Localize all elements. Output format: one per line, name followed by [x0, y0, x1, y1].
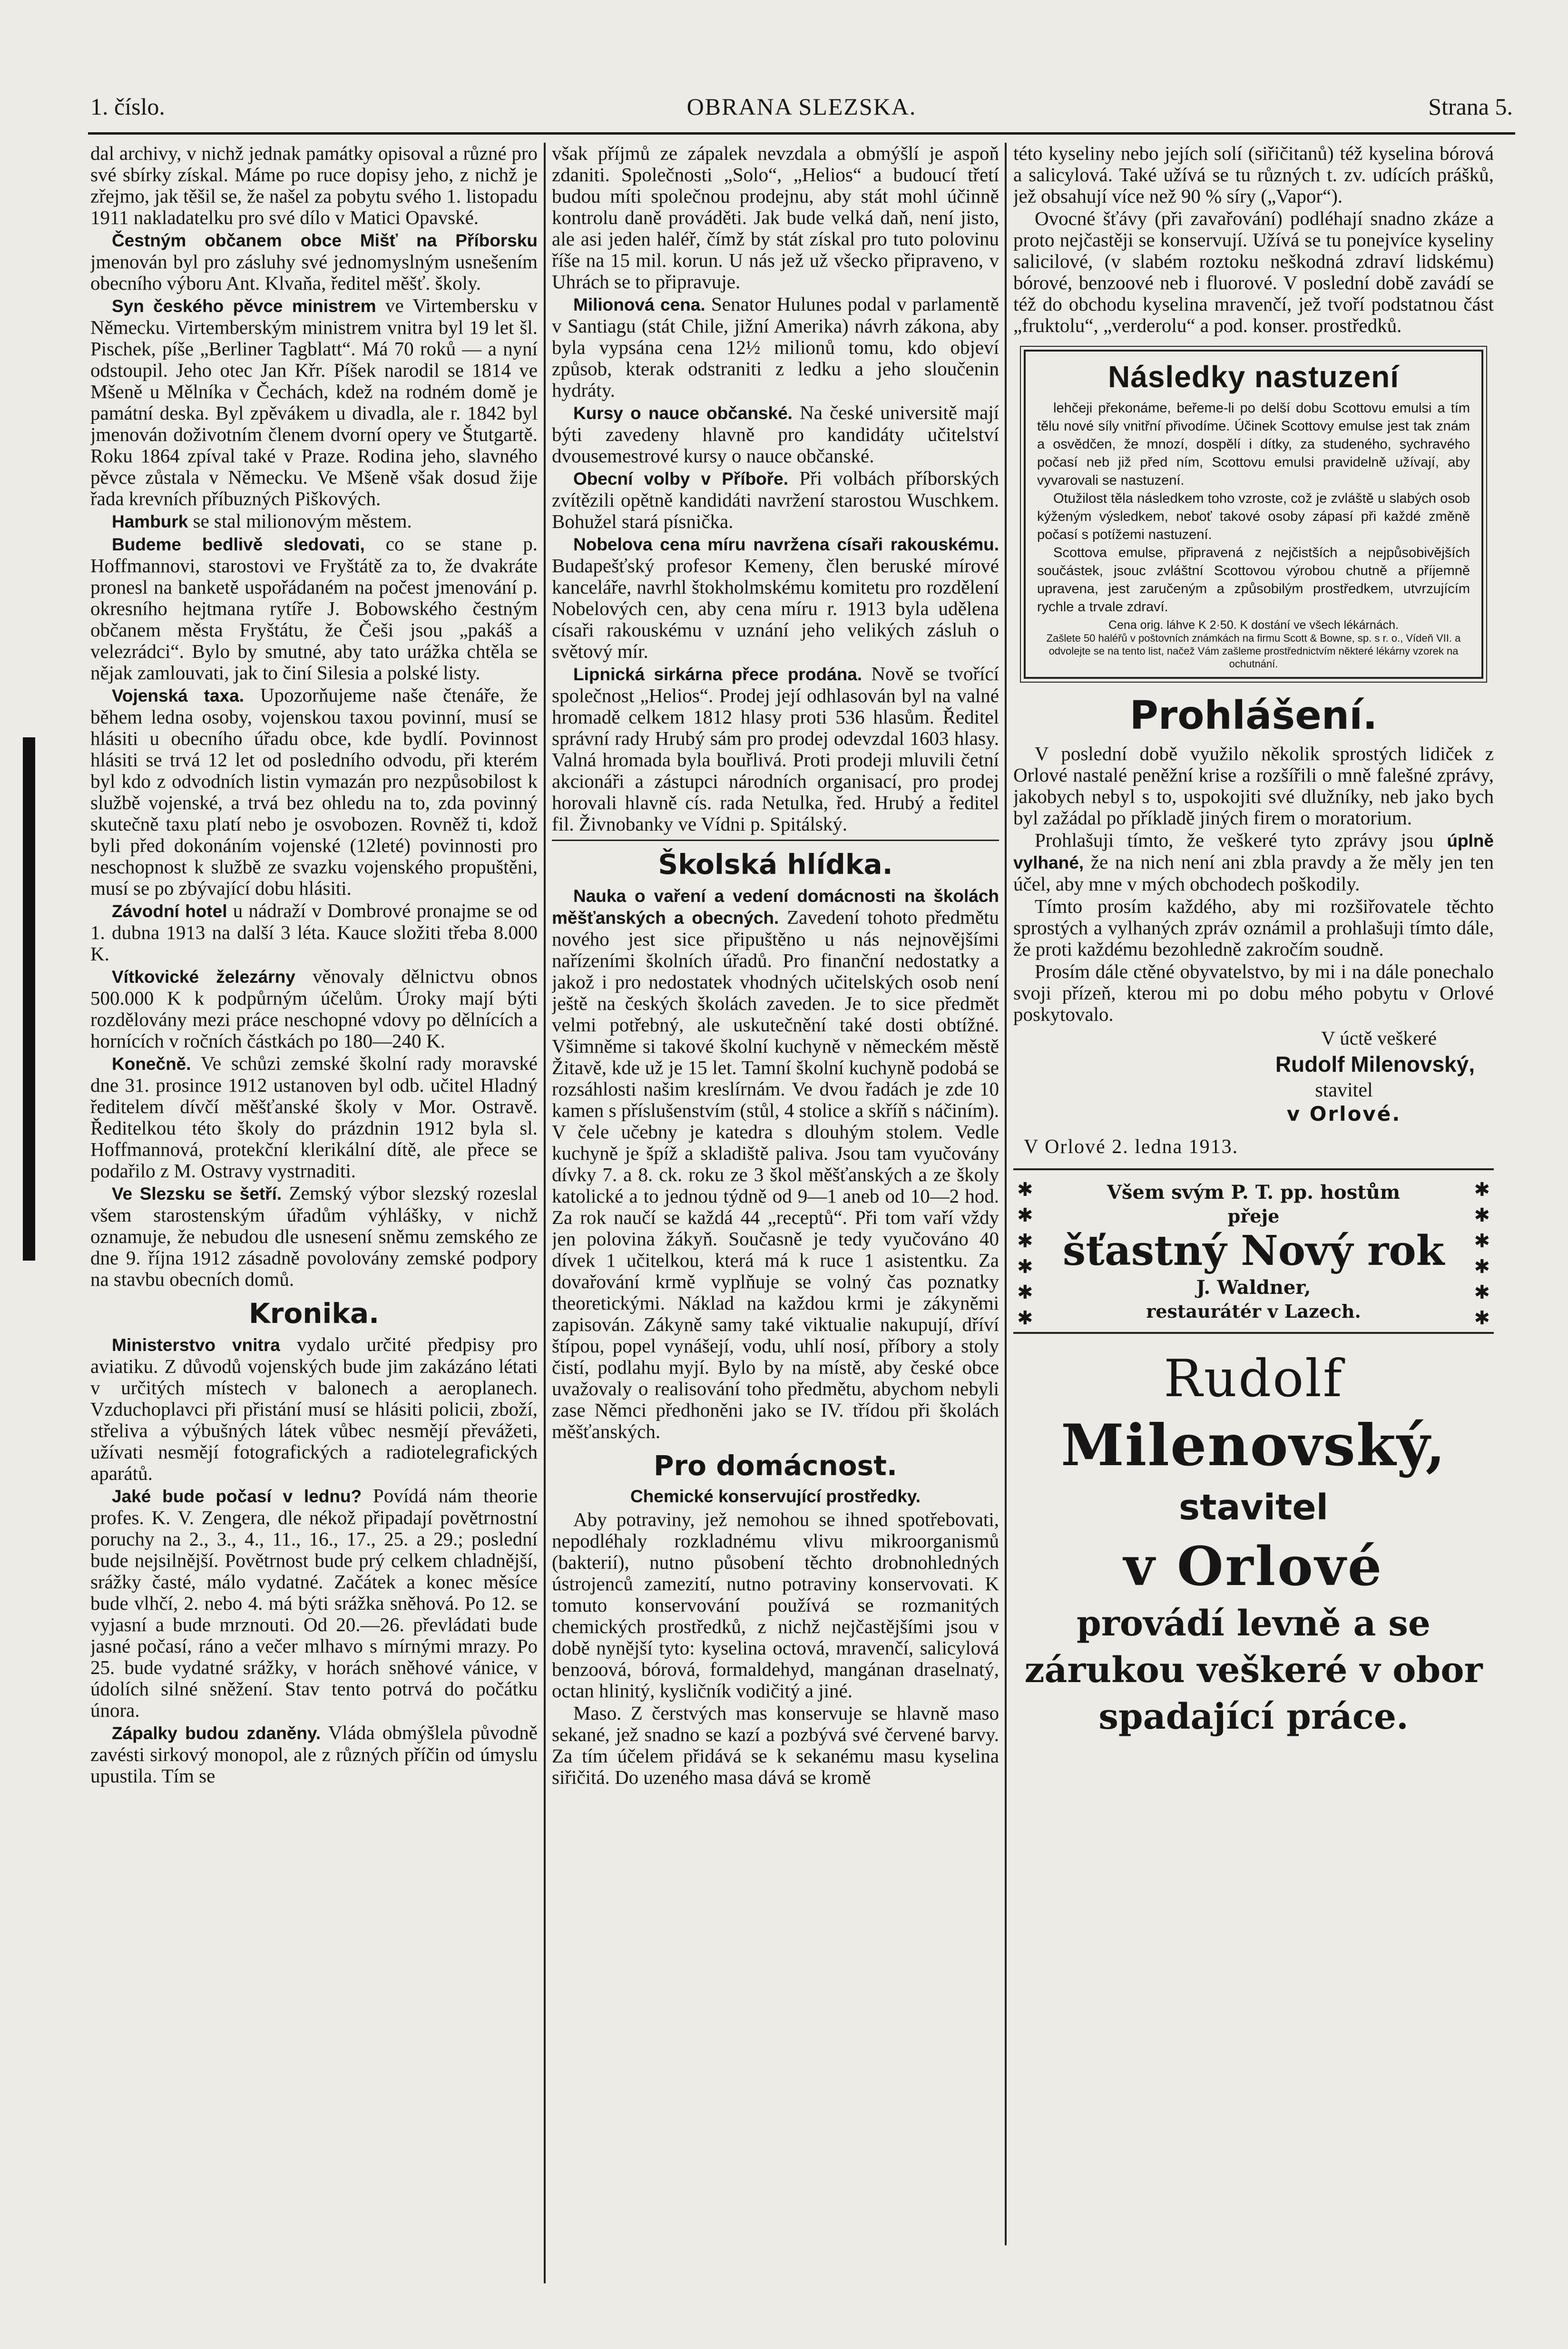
greeting-line: přeje: [1227, 1205, 1280, 1227]
column-1: [90, 143, 538, 2288]
ad-price: Cena orig. láhve K 2·50. K dostání ve všech lékárnách.: [1108, 618, 1399, 632]
ad-text: Otužilost těla následkem toho vzroste, což je zvláště u slabých osob kýženým výsledkem, neboť takové osoby zápasí při každé změně počasí s potížemi nastuzení.: [1037, 491, 1470, 542]
news-item: Čestným občanem obce Mišť na Příborsku jmenován byl pro zásluhy své jednomyslným usnešením obecního výboru Ant. Klvaňa, ředitel měšť. školy.: [90, 231, 538, 294]
issue-number: 1. číslo.: [90, 93, 165, 120]
ad-profession: stavitel: [1179, 1487, 1328, 1528]
column-divider: [1005, 143, 1007, 2245]
builder-advertisement: [1013, 1348, 1494, 1740]
article-paragraph: Ovocné šťávy (při zavařování) podléhají snadno zkáze a proto nejčastěji se konservují. Užívá se tu ponejvíce kyseliny salicilové, (v slabém roztoku neškodná zdraví lidskému) bórové, benzoové neb i fluorové. V poslední době zavádí se též do obchodu kyselina mravenčí, jež tvoří podstatnou část „fruktolu“, „verderolu“ a pod. konser. prostředků.: [1013, 207, 1494, 336]
greeting-headline: šťastný Nový rok: [1062, 1227, 1445, 1275]
news-item: Zápalky budou zdaněny. Vláda obmýšlela původně zavésti sirkový monopol, ale z různých příčin od úmyslu upustila. Tím se: [90, 1722, 538, 1787]
signature-place: v Orlové.: [1286, 1102, 1401, 1126]
subheading: Chemické konservující prostředky.: [630, 1487, 921, 1506]
news-item: Hamburk se stal milionovým městem.: [112, 510, 412, 532]
news-item: Milionová cena. Senator Hulunes podal v parlamentě v Santiagu (stát Chile, jižní Amerika) návrh zákona, aby byla vypsána cena 12½ milionů tomu, kdo objeví způsob, kterak odstraniti z ledku a jeho sloučenin hydráty.: [552, 293, 999, 401]
ad-slogan: provádí levně a se zárukou veškeré v obor spadající práce.: [1024, 1603, 1483, 1737]
star-ornament-icon: ✱ ✱ ✱ ✱ ✱ ✱: [1474, 1179, 1490, 1329]
header-rule: [88, 132, 1515, 135]
article-paragraph: Aby potraviny, jež nemohou se ihned spotřebovati, nepodléhaly rozkladnému vlivu mikroorganismů (bakterií), nutno působení těchto drobnohledných ústrojenců zamezití, nutno potraviny konservovati. K tomuto konservování používá se rozmanitých chemických prostředků, z nichž nejčastějšími jsou v době nynější tyto: kyselina octová, mravenčí, salicylová benzoová, bórová, formaldehyd, mangánan draselnatý, octan hlinitý, kysličník vodičitý a jiné.: [552, 1508, 999, 1702]
page-number: Strana 5.: [1428, 93, 1513, 120]
article-paragraph: dal archivy, v nichž jednak památky opisoval a různé pro své sbírky získal. Máme po ruce dopisy jeho, z nichž je zřejmo, jak těšil se, že našel za pobytu svého 1. listopadu 1911 nakladatelku pro své dílo v Matici Opavské.: [90, 143, 538, 228]
declaration-paragraph: Tímto prosím každého, aby mi rozšiřovatele těchto sprostých a vylhaných zpráv oznámil a prohlašuji tímto dále, že proti každému bezohledně zakročím soudně.: [1013, 895, 1494, 960]
news-item: Ve Slezsku se šetří. Zemský výbor slezský rozeslal všem starostenským úřadům výhlášky, v nichž oznamuje, že nebudou dle usnesení sněmu zemského ze dne 9. října 1912 zásadně povolovány zemské podpory na stavbu obecních domů.: [90, 1182, 538, 1290]
margin-binding-strip: [9, 737, 42, 1308]
page-header: [90, 93, 1513, 126]
news-item: Kursy o nauce občanské. Na české universitě mají býti zavedeny hlavně pro kandidáty učitelství dvousemestrové kursy o nauce občanské.: [552, 401, 999, 467]
declaration-paragraph: Prohlašuji tímto, že veškeré tyto zprávy jsou úplně vylhané, že na nich není ani zbla pravdy a že měly jen ten účel, aby mne v mých obchodech poškodily.: [1013, 829, 1494, 895]
news-item: Ministerstvo vnitra vydalo určité předpisy pro aviatiku. Z důvodů vojenských bude jim zakázáno létati v určitých místech v balonech a aeroplanech. Vzduchoplavci při přistání musí se hlásiti policii, zboží, střeliva a výbušných látek vůbec nesmějí převážeti, užívati nesmějí fotografických a radiotelegrafických aparátů.: [90, 1333, 538, 1484]
article-paragraph: však příjmů ze zápalek nevzdala a obmýšlí je aspoň zdaniti. Společnosti „Solo“, „Helios“ a budoucí třetí budou míti společnou prodejnu, aby stát mohl účinně kontrolu daně prováděti. Jak bude velká daň, není jisto, ale asi jeden haléř, čímž by stát získal pro tuto polovinu říše na 15 mil. korun. U nás jež už všecko připraveno, v Uhrách se to připravuje.: [552, 143, 999, 293]
section-heading-kronika: Kronika.: [248, 1297, 380, 1330]
star-ornament-icon: ✱ ✱ ✱ ✱ ✱ ✱: [1017, 1179, 1033, 1329]
declaration-paragraph: V poslední době využilo několik sprostých lidiček z Orlové nastalé peněžní krise a rozšířili o mně falešné zprávy, jakobych nebyl s to, uspokojiti své dlužníky, neb jako bych byl zažádal po příkladě jiných firem o moratorium.: [1013, 743, 1494, 829]
ad-footnote: Zašlete 50 haléřů v poštovních známkách na firmu Scott & Bowne, sp. s r. o., Vídeň VII. a odvolejte se na tento list, načež Vám zašleme prostřednictvím některé lékárny vzorek na ochutnání.: [1046, 632, 1461, 670]
section-heading-pro-domacnost: Pro domácnost.: [654, 1449, 897, 1482]
greeting-signature-detail: restaurátér v Lazech.: [1146, 1301, 1361, 1322]
news-item: Jaké bude počasí v lednu? Povídá nám theorie profes. K. V. Zengera, dle nékož připadají povětrnostní poruchy na 2., 3., 4., 11., 16., 17., 25. a 29.; poslední bude nejsilnější. Povětrnost bude prý celkem chladnější, srážky časté, málo vydatné. Začátek a konec měsíce bude vlhčí, 2. nebo 4. má býti srážka sněhová. Po 12. se vyjasní a bude mrznouti. Od 20.—26. převládati bude jasné počasí, ráno a večer mlhavo s mírnými mrazy. Po 25. bude vydatné srážky, v horách sněhové vánice, v údolích silné sněžení. Stav tento potrvá do počátku února.: [90, 1485, 538, 1721]
news-item: Závodní hotel u nádraží v Dombrové pronajme se od 1. dubna 1913 na další 3 léta. Kauce složiti třeba 8.000 K.: [90, 900, 538, 965]
news-item: Vojenská taxa. Upozorňujeme naše čtenáře, že během ledna osoby, vojenskou taxou povinní, musí se hlásiti u obecního úřadu obce, kde bydlí. Povinnost hlásiti se trvá 12 let od posledního odvodu, při kterém byl kdo z odvodních listin vymazán pro nezpůsobilost k službě vojenské, a trvá bez ohledu na to, zda povinný skutečně taxu platí nebo je osvobozen. Rovněž ti, kdož byli před dokonáním vojenské (12leté) povinnosti pro neschopnost k službě ze svazku vojenského propuštěni, musí se po zbývající dobu hlásiti.: [90, 684, 538, 899]
ad-title: Následky nastuzení: [1108, 360, 1399, 394]
article-paragraph: této kyseliny nebo jejích solí (siřičitanů) též kyselina bórová a salicylová. Také užívá se tu různých t. zv. udících prášků, jež obsahují více než 90 % síry („Vapor“).: [1013, 143, 1494, 207]
news-item: Vítkovické železárny věnovaly dělnictvu obnos 500.000 K k podpůrným účelům. Úroky mají býti rozdělovány mezi práce neschopné vdovy po dělnících a hornících v ročních částkách po 180—240 K.: [90, 965, 538, 1052]
ad-place: v Orlové: [1123, 1536, 1384, 1598]
news-item: Budeme bedlivě sledovati, co se stane p. Hoffmannovi, starostovi ve Fryštátě za to, že dvakráte pronesl na banketě uspořádaném na počest jmenování p. okresního hejtmana rytíře J. Bobowského čestným občanem města Fryštátu, že Češi jsou „pakáš a velezrádci“. Bylo by smutné, aby tato urážka chtěla se nějak zamlouvati, jak to činí Silesia a polské listy.: [90, 533, 538, 684]
ad-text: Scottova emulse, připravená z nejčistších a nejpůsobivějších součástek, jsouc zvláštní Scottovou výrobou chutně a příjemně upravena, jest zaručeným a způsobilým prostředkem, utvrzujícím rychle a trvale zdraví.: [1037, 545, 1470, 615]
newspaper-title: OBRANA SLEZSKA.: [686, 93, 917, 120]
column-2: [552, 143, 999, 2245]
ad-surname: Milenovský,: [1060, 1412, 1447, 1479]
ad-text: lehčeji překonáme, beřeme-li po delší dobu Scottovu emulsi a tím tělu nové síly vnitřní přivodíme. Účinek Scottovy emulse jest tak znám a osvědčen, že mnozí, dospělí i dítky, za studeného, sychravého počasí neb již před ním, Scottovu emulsi pravidelně užívají, aby vyvarovali se nastuzení.: [1037, 401, 1470, 488]
greeting-signature: J. Waldner,: [1196, 1276, 1311, 1299]
news-item: Syn českého pěvce ministrem ve Virtembersku v Německu. Virtemberským ministrem vnitra byl 19 let šl. Pischek, píše „Berliner Tagblatt“. Má 70 roků — a nyní odstoupil. Jeho otec Jan Křr. Píšek narodil se 1814 ve Mšeně u Mělníka v Čechách, kdež na rodném domě je památní deska. Byl zpěvákem u divadla, ale r. 1842 byl jmenován doživotním členem dvorní opery ve Štutgartě. Roku 1864 zpíval také v Praze. Rodina jeho, slavného pěvce zůstala v Německu. Ve Mšeně však dosud žije řada krevních příbuzných Piškových.: [90, 294, 538, 509]
new-year-greeting-advertisement: [1013, 1168, 1494, 1334]
closing-greeting: V úctě veškeré: [1321, 1027, 1437, 1049]
column-divider: [544, 143, 546, 2283]
signature-name: Rudolf Milenovský,: [1275, 1052, 1475, 1077]
declaration-heading: Prohlášení.: [1129, 693, 1378, 738]
scott-emulsion-advertisement: [1024, 350, 1483, 679]
news-item: Obecní volby v Příboře. Při volbách příborských zvítězili opětně kandidáti navržení starostou Wuschkem. Bohužel stará písnička.: [552, 467, 999, 532]
article-paragraph: Maso. Z čerstvých mas konservuje se hlavně maso sekané, jež snadno se kazí a pozbývá své červené barvy. Za tím účelem přidává se k sekanému masu kyselina siřičitá. Do uzeného masa dává se kromě: [552, 1702, 999, 1788]
ad-firstname: Rudolf: [1164, 1349, 1343, 1409]
news-item: Lipnická sirkárna přece prodána. Nově se tvořící společnost „Helios“. Prodej její odhlasován byl na valné hromadě celkem 1812 hlasy proti 536 hlasům. Ředitel správní rady Hrubý sám pro prodej odevzdal 1603 hlasy. Valná hromada byla bouřlivá. Proti prodeji mluvili četní akcionáři a zástupci národních organisací, pro prodej horovali hlavně cís. rada Netulka, řed. Hrubý a ředitel fil. Živnobanky ve Vídni p. Spitálský.: [552, 663, 999, 835]
news-item: Konečně. Ve schůzi zemské školní rady moravské dne 31. prosince 1912 ustanoven byl odb. učitel Hladný ředitelem dívčí měšťanské školy v Mor. Ostravě. Ředitelkou této školy do prázdnin 1912 byla sl. Hoffmannová, protekční klerikální dítě, ale přece se podařilo z M. Ostravy vystrnaditi.: [90, 1052, 538, 1182]
declaration-paragraph: Prosím dále ctěné obyvatelstvo, by mi i na dále ponechalo svoji přízeň, kterou mi po dobu mého pobytu v Orlové poskytovalo.: [1013, 960, 1494, 1025]
news-item: Nobelova cena míru navržena císaři rakouskému. Budapešťský profesor Kemeny, člen beruské mírové kanceláře, navrhl štokholmskému komitetu pro rozdělení Nobelových cen, aby cena míru r. 1913 byla udělena císaři rakouskému v uznání jeho velikých zásluh o světový mír.: [552, 535, 999, 662]
greeting-line: Všem svým P. T. pp. hostům: [1107, 1181, 1401, 1204]
declaration-date: V Orlové 2. ledna 1913.: [1024, 1136, 1239, 1158]
article-paragraph: Nauka o vaření a vedení domácnosti na školách měšťanských a obecných. Zavedení tohoto předmětu nového jest sice připuštěno u nás nejnovějšími nařízeními školních úřadů. Pro finanční nedostatky a jakož i pro nedostatek vhodných učitelských osob není ještě na českých školách zaveden. Je to sice předmět velmi potřebný, ale uskutečnění také dosti obtížné. Všimněme si takové školní kuchyně v německém městě Žitavě, kde už je 15 let. Tamní školní kuchyně podobá se rozsáhlosti našim kreslírnám. Ve dvou řadách je zde 10 kamen s příslušenstvím (stůl, 4 stolice a skříň s náčiním). V čele učebny je katedra s dlouhým stolem. Vedle kuchyně je špíž a skladiště paliva. Jsou tam vyučovány dívky 7. a 8. ck. roku ze 3 škol měšťanských a ze školy katolické a to jednou týdně od 9—1 aneb od 10—2 hod. Za rok naučí se každá 44 „receptů“. Při tom vaří vždy jen polovina žákyň. Současně je tedy vyučováno 40 dívek 1 učitelkou, která má k ruce 1 asistentku. Za dovařování krmě vyplňuje se volný čas poznatky theoretickými. Náklad na každou krmi je zákyněmi zapisován. Zákyně samy také viktualie nakupují, dříví štípou, popel vynášejí, vodu, uhlí nosí, příbory a stoly čistí, podlahu myjí. Bylo by na místě, aby české obce uvažovaly o realisování toho předmětu, abychom nebyli zase Němci předhoněni jako se IV. třídou při školách měšťanských.: [552, 886, 999, 1442]
section-heading-skolska-hlidka: Školská hlídka.: [658, 848, 893, 881]
column-3: [1013, 143, 1494, 2293]
signature-title: stavitel: [1315, 1079, 1373, 1101]
